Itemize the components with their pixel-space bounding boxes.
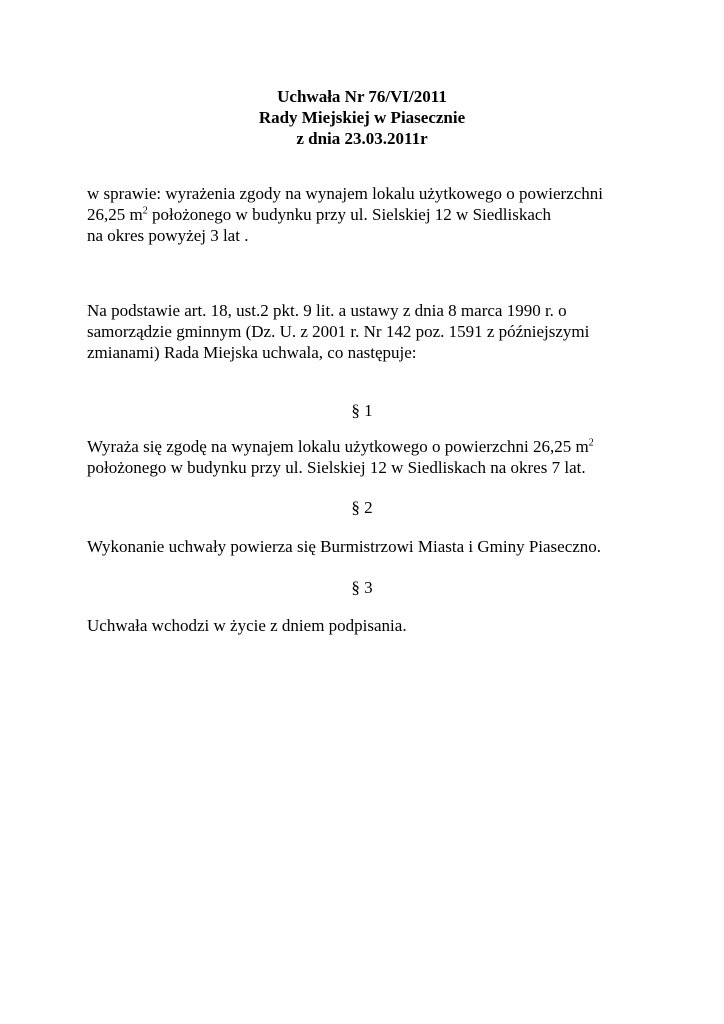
subject-paragraph bbox=[87, 183, 647, 246]
section-3-line: Uchwała wchodzi w życie z dniem podpisania. bbox=[87, 616, 407, 635]
subject-line-2 bbox=[87, 204, 647, 225]
basis-line-2: samorządzie gminnym (Dz. U. z 2001 r. Nr 142 poz. 1591 z późniejszymi bbox=[87, 322, 590, 341]
area-value: 26,25 m bbox=[87, 205, 143, 224]
section-1-line-1 bbox=[87, 436, 647, 457]
basis-line-1: Na podstawie art. 18, ust.2 pkt. 9 lit. a ustawy z dnia 8 marca 1990 r. o bbox=[87, 301, 567, 320]
subject-line-1: w sprawie: wyrażenia zgody na wynajem lokalu użytkowego o powierzchni bbox=[87, 184, 603, 203]
section-1-line-1-text: Wyraża się zgodę na wynajem lokalu użytkowego o powierzchni 26,25 m bbox=[87, 437, 589, 456]
resolution-number: Uchwała Nr 76/VI/2011 bbox=[277, 87, 447, 106]
council-name: Rady Miejskiej w Piasecznie bbox=[258, 108, 466, 127]
section-1-superscript: 2 bbox=[588, 437, 594, 449]
legal-basis-paragraph bbox=[87, 300, 647, 363]
section-3-heading: § 3 bbox=[351, 578, 373, 597]
section-2-line: Wykonanie uchwały powierza się Burmistrzowi Miasta i Gminy Piaseczno. bbox=[87, 537, 602, 556]
basis-line-3: zmianami) Rada Miejska uchwala, co następuje: bbox=[87, 343, 417, 362]
subject-line-3: na okres powyżej 3 lat . bbox=[87, 226, 249, 245]
section-2-text bbox=[87, 536, 647, 557]
section-2-heading: § 2 bbox=[351, 498, 373, 517]
subject-line-2-rest: położonego w budynku przy ul. Sielskiej 12 w Siedliskach bbox=[147, 205, 551, 224]
area-unit-superscript: 2 bbox=[142, 205, 148, 217]
resolution-title bbox=[0, 86, 724, 149]
section-3-text bbox=[87, 615, 647, 636]
section-1-text bbox=[87, 436, 647, 478]
section-1-heading: § 1 bbox=[351, 401, 373, 420]
resolution-date: z dnia 23.03.2011r bbox=[296, 129, 428, 148]
section-1-line-2: położonego w budynku przy ul. Sielskiej 12 w Siedliskach na okres 7 lat. bbox=[87, 458, 586, 477]
